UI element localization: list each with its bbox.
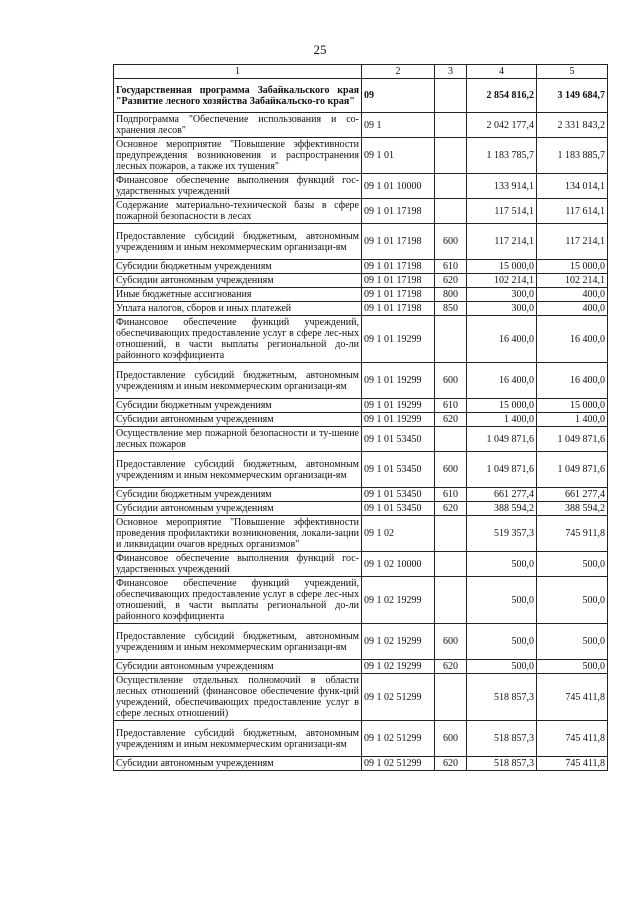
- row-value-year2: 2 331 843,2: [537, 113, 608, 138]
- row-value-year1: 1 400,0: [467, 413, 537, 427]
- row-value-year2: 400,0: [537, 302, 608, 316]
- row-name: Иные бюджетные ассигнования: [114, 288, 362, 302]
- row-vr: [435, 174, 467, 199]
- row-value-year1: 300,0: [467, 288, 537, 302]
- table-row: [114, 427, 608, 452]
- row-name: Финансовое обеспечение выполнения функций гос-ударственных учреждений: [114, 174, 362, 199]
- table-row: [114, 577, 608, 624]
- row-code: 09 1: [362, 113, 435, 138]
- row-vr: 610: [435, 399, 467, 413]
- row-value-year1: 518 857,3: [467, 674, 537, 721]
- row-name: Субсидии автономным учреждениям: [114, 413, 362, 427]
- row-name: Субсидии автономным учреждениям: [114, 274, 362, 288]
- row-name: Предоставление субсидий бюджетным, автономным учреждениям и иным некоммерческим организаци-ям: [114, 363, 362, 399]
- row-name: Субсидии автономным учреждениям: [114, 757, 362, 771]
- row-value-year1: 1 049 871,6: [467, 452, 537, 488]
- row-value-year2: 15 000,0: [537, 399, 608, 413]
- row-vr: 600: [435, 721, 467, 757]
- row-value-year2: 134 014,1: [537, 174, 608, 199]
- row-code: 09 1 02 19299: [362, 624, 435, 660]
- row-name: Субсидии бюджетным учреждениям: [114, 260, 362, 274]
- row-name: Предоставление субсидий бюджетным, автономным учреждениям и иным некоммерческим организаци-ям: [114, 721, 362, 757]
- row-code: 09 1 01 53450: [362, 502, 435, 516]
- table-row: [114, 413, 608, 427]
- row-value-year1: 16 400,0: [467, 316, 537, 363]
- row-vr: 610: [435, 488, 467, 502]
- page-number: 25: [313, 42, 327, 57]
- row-vr: [435, 113, 467, 138]
- row-vr: 620: [435, 660, 467, 674]
- row-code: 09 1 01: [362, 138, 435, 174]
- row-value-year2: 745 411,8: [537, 674, 608, 721]
- column-header-name: 1: [114, 65, 362, 79]
- table-body: [114, 65, 608, 771]
- row-value-year2: 1 400,0: [537, 413, 608, 427]
- row-value-year2: 117 214,1: [537, 224, 608, 260]
- row-value-year2: 1 049 871,6: [537, 452, 608, 488]
- row-value-year2: 16 400,0: [537, 363, 608, 399]
- row-value-year2: 745 911,8: [537, 516, 608, 552]
- row-value-year2: 117 614,1: [537, 199, 608, 224]
- row-value-year2: 500,0: [537, 577, 608, 624]
- table-row: [114, 302, 608, 316]
- row-value-year1: 117 514,1: [467, 199, 537, 224]
- row-code: 09 1 01 53450: [362, 452, 435, 488]
- row-name: Подпрограмма "Обеспечение использования и со-хранения лесов": [114, 113, 362, 138]
- column-header-year2: 5: [537, 65, 608, 79]
- row-name: Предоставление субсидий бюджетным, автономным учреждениям и иным некоммерческим организаци-ям: [114, 624, 362, 660]
- row-vr: 600: [435, 624, 467, 660]
- row-code: 09 1 02 10000: [362, 552, 435, 577]
- table-row: [114, 138, 608, 174]
- row-value-year1: 388 594,2: [467, 502, 537, 516]
- row-vr: [435, 516, 467, 552]
- row-name: Осуществление отдельных полномочий в области лесных отношений (финансовое обеспечение функ-ций учреждений, обеспечивающих предоставление услуг в сфере лесных отношений): [114, 674, 362, 721]
- row-vr: 850: [435, 302, 467, 316]
- row-value-year1: 2 854 816,2: [467, 79, 537, 113]
- table-row: [114, 452, 608, 488]
- row-name: Финансовое обеспечение выполнения функций гос-ударственных учреждений: [114, 552, 362, 577]
- table-row: [114, 199, 608, 224]
- table-row: [114, 516, 608, 552]
- row-value-year1: 117 214,1: [467, 224, 537, 260]
- table-row: [114, 316, 608, 363]
- row-value-year1: 518 857,3: [467, 757, 537, 771]
- row-vr: 620: [435, 502, 467, 516]
- row-name: Финансовое обеспечение функций учреждений, обеспечивающих предоставление услуг в сфере лес-ных отношений, в части выплаты региональной до-ли районного коэффициента: [114, 316, 362, 363]
- row-vr: 610: [435, 260, 467, 274]
- row-value-year1: 133 914,1: [467, 174, 537, 199]
- row-value-year1: 15 000,0: [467, 399, 537, 413]
- row-vr: 600: [435, 224, 467, 260]
- row-code: 09 1 02 19299: [362, 660, 435, 674]
- table-row: [114, 624, 608, 660]
- row-code: 09 1 01 53450: [362, 427, 435, 452]
- row-value-year2: 661 277,4: [537, 488, 608, 502]
- table-row: [114, 113, 608, 138]
- row-vr: [435, 577, 467, 624]
- row-value-year1: 519 357,3: [467, 516, 537, 552]
- budget-table: [113, 64, 608, 771]
- row-value-year2: 745 411,8: [537, 721, 608, 757]
- row-vr: 620: [435, 413, 467, 427]
- row-code: 09 1 02: [362, 516, 435, 552]
- row-value-year1: 1 049 871,6: [467, 427, 537, 452]
- row-code: 09 1 02 51299: [362, 674, 435, 721]
- table-row: [114, 757, 608, 771]
- table-row: [114, 288, 608, 302]
- table-row: [114, 502, 608, 516]
- row-value-year1: 16 400,0: [467, 363, 537, 399]
- row-name: Субсидии автономным учреждениям: [114, 660, 362, 674]
- row-value-year1: 300,0: [467, 302, 537, 316]
- row-code: 09 1 01 19299: [362, 413, 435, 427]
- row-code: 09 1 01 17198: [362, 302, 435, 316]
- row-name: Финансовое обеспечение функций учреждений, обеспечивающих предоставление услуг в сфере лес-ных отношений, в части выплаты региональной до-ли районного коэффициента: [114, 577, 362, 624]
- row-value-year1: 1 183 785,7: [467, 138, 537, 174]
- row-value-year2: 3 149 684,7: [537, 79, 608, 113]
- row-code: 09: [362, 79, 435, 113]
- row-vr: [435, 199, 467, 224]
- row-code: 09 1 01 10000: [362, 174, 435, 199]
- row-vr: [435, 138, 467, 174]
- row-vr: [435, 316, 467, 363]
- row-value-year2: 1 049 871,6: [537, 427, 608, 452]
- row-vr: [435, 427, 467, 452]
- row-name: Предоставление субсидий бюджетным, автономным учреждениям и иным некоммерческим организаци-ям: [114, 452, 362, 488]
- row-vr: 620: [435, 274, 467, 288]
- row-name: Государственная программа Забайкальского края "Развитие лесного хозяйства Забайкальско-го края": [114, 79, 362, 113]
- column-header-code: 2: [362, 65, 435, 79]
- row-code: 09 1 01 19299: [362, 399, 435, 413]
- column-header-vr: 3: [435, 65, 467, 79]
- row-value-year1: 15 000,0: [467, 260, 537, 274]
- row-code: 09 1 01 17198: [362, 288, 435, 302]
- table-row: [114, 363, 608, 399]
- row-vr: 600: [435, 452, 467, 488]
- row-value-year2: 400,0: [537, 288, 608, 302]
- table-row: [114, 224, 608, 260]
- row-code: 09 1 01 17198: [362, 274, 435, 288]
- table-row: [114, 174, 608, 199]
- row-vr: [435, 79, 467, 113]
- row-value-year2: 500,0: [537, 624, 608, 660]
- row-name: Субсидии автономным учреждениям: [114, 502, 362, 516]
- row-code: 09 1 01 17198: [362, 224, 435, 260]
- row-code: 09 1 02 51299: [362, 721, 435, 757]
- row-value-year1: 500,0: [467, 552, 537, 577]
- row-value-year2: 500,0: [537, 660, 608, 674]
- row-value-year1: 518 857,3: [467, 721, 537, 757]
- row-code: 09 1 01 19299: [362, 316, 435, 363]
- table-row: [114, 79, 608, 113]
- row-code: 09 1 02 19299: [362, 577, 435, 624]
- table-row: [114, 274, 608, 288]
- table-row: [114, 660, 608, 674]
- row-value-year1: 102 214,1: [467, 274, 537, 288]
- row-value-year1: 500,0: [467, 660, 537, 674]
- row-value-year2: 102 214,1: [537, 274, 608, 288]
- row-vr: 620: [435, 757, 467, 771]
- row-name: Основное мероприятие "Повышение эффективности проведения профилактики возникновения, локали-зации и ликвидации очагов вредных организмов": [114, 516, 362, 552]
- row-value-year2: 745 411,8: [537, 757, 608, 771]
- table-row: [114, 488, 608, 502]
- row-code: 09 1 01 53450: [362, 488, 435, 502]
- row-value-year1: 661 277,4: [467, 488, 537, 502]
- table-row: [114, 674, 608, 721]
- table-row: [114, 552, 608, 577]
- row-value-year2: 16 400,0: [537, 316, 608, 363]
- row-value-year1: 2 042 177,4: [467, 113, 537, 138]
- row-vr: [435, 552, 467, 577]
- row-code: 09 1 02 51299: [362, 757, 435, 771]
- row-value-year1: 500,0: [467, 577, 537, 624]
- row-code: 09 1 01 19299: [362, 363, 435, 399]
- table-header-row: [114, 65, 608, 79]
- row-name: Уплата налогов, сборов и иных платежей: [114, 302, 362, 316]
- row-vr: [435, 674, 467, 721]
- table-row: [114, 721, 608, 757]
- row-vr: 800: [435, 288, 467, 302]
- row-value-year2: 500,0: [537, 552, 608, 577]
- row-code: 09 1 01 17198: [362, 199, 435, 224]
- row-value-year2: 388 594,2: [537, 502, 608, 516]
- row-name: Осуществление мер пожарной безопасности и ту-шение лесных пожаров: [114, 427, 362, 452]
- row-code: 09 1 01 17198: [362, 260, 435, 274]
- row-value-year1: 500,0: [467, 624, 537, 660]
- row-name: Предоставление субсидий бюджетным, автономным учреждениям и иным некоммерческим организаци-ям: [114, 224, 362, 260]
- row-value-year2: 15 000,0: [537, 260, 608, 274]
- row-name: Основное мероприятие "Повышение эффективности предупреждения возникновения и распространения лесных пожаров, а также их тушения": [114, 138, 362, 174]
- row-name: Содержание материально-технической базы в сфере пожарной безопасности в лесах: [114, 199, 362, 224]
- row-name: Субсидии бюджетным учреждениям: [114, 488, 362, 502]
- column-header-year1: 4: [467, 65, 537, 79]
- row-value-year2: 1 183 885,7: [537, 138, 608, 174]
- row-vr: 600: [435, 363, 467, 399]
- table-row: [114, 260, 608, 274]
- table-row: [114, 399, 608, 413]
- row-name: Субсидии бюджетным учреждениям: [114, 399, 362, 413]
